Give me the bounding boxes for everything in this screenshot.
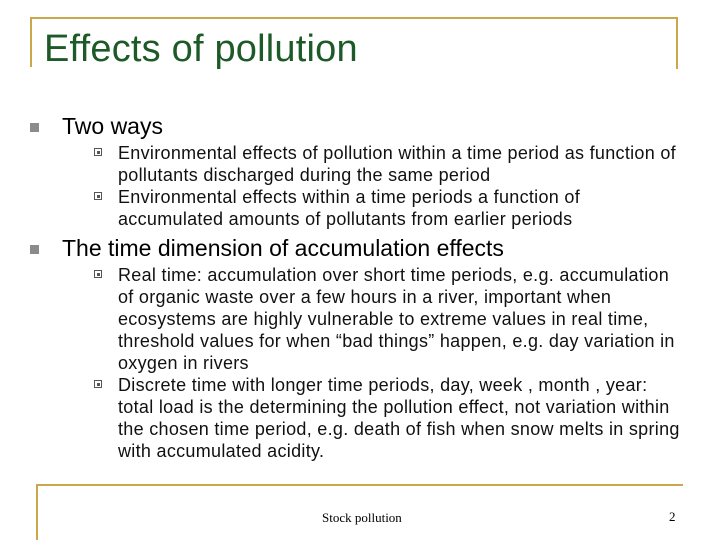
slide-footer: Stock pollution	[322, 510, 402, 525]
bullet-text: Two ways	[62, 113, 163, 139]
sub-bullet-list	[62, 264, 680, 462]
slide-title: Effects of pollution	[44, 28, 358, 70]
right-rule	[676, 17, 678, 69]
hollow-square-bullet-icon	[94, 270, 102, 278]
bullet-item	[30, 112, 680, 230]
hollow-square-bullet-icon	[94, 192, 102, 200]
page-number: 2	[669, 509, 676, 524]
square-bullet-icon	[30, 245, 39, 254]
sub-bullet-text: Real time: accumulation over short time periods, e.g. accumulation of organic waste over a few hours in a river, important when ecosystems are highly vulnerable to extreme values in real time, threshold values for when “bad things” happen, e.g. day variation in oxygen in rivers	[118, 265, 675, 373]
sub-bullet-item	[62, 186, 680, 230]
square-bullet-icon	[30, 123, 39, 132]
hollow-square-bullet-icon	[94, 148, 102, 156]
top-rule	[30, 17, 677, 19]
sub-bullet-item	[62, 264, 680, 374]
bullet-text: The time dimension of accumulation effects	[62, 235, 504, 261]
sub-bullet-item	[62, 142, 680, 186]
bottom-rule	[36, 484, 683, 486]
sub-bullet-text: Environmental effects of pollution within a time period as function of pollutants discharged during the same period	[118, 143, 676, 185]
bottom-left-rule	[36, 484, 38, 540]
sub-bullet-text: Discrete time with longer time periods, day, week , month , year: total load is the determining the pollution effect, not variation within the chosen time period, e.g. death of fish when snow melts in spring with accumulated acidity.	[118, 375, 680, 461]
sub-bullet-list	[62, 142, 680, 230]
hollow-square-bullet-icon	[94, 380, 102, 388]
sub-bullet-item	[62, 374, 680, 462]
left-rule	[30, 17, 32, 67]
bullet-item	[30, 234, 680, 462]
sub-bullet-text: Environmental effects within a time periods a function of accumulated amounts of pollutants from earlier periods	[118, 187, 581, 229]
slide-content	[30, 112, 680, 462]
